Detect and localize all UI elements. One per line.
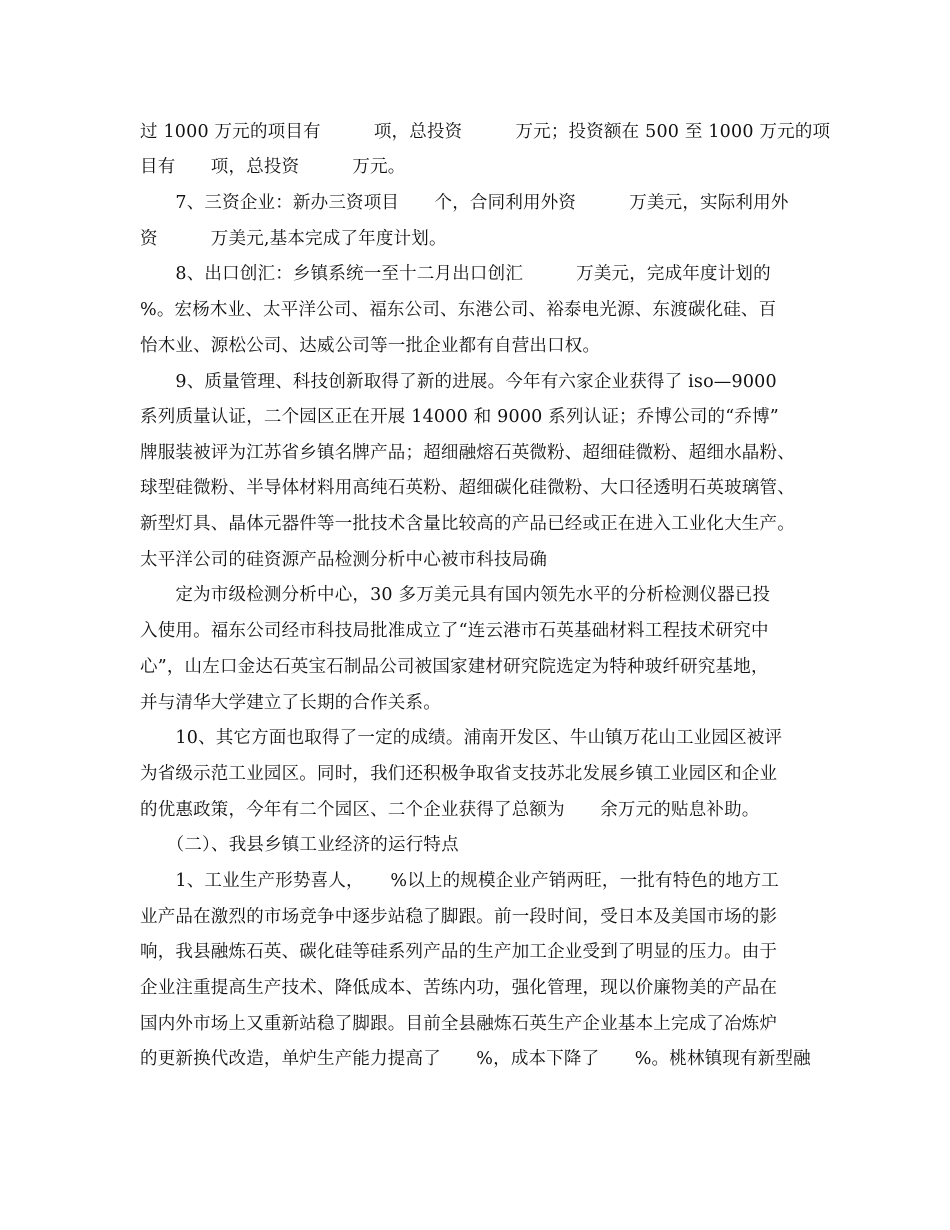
text-line: 心”，山左口金达石英宝石制品公司被国家建材研究院选定为特种玻纤研究基地，	[140, 657, 769, 677]
text-line: 过 1000 万元的项目有 项，总投资 万元；投资额在 500 至 1000 万元的项	[140, 122, 831, 142]
text-line: 球型硅微粉、半导体材料用高纯石英粉、超细碳化硅微粉、大口径透明石英玻璃管、	[140, 478, 795, 498]
text-line: 10、其它方面也取得了一定的成绩。浦南开发区、牛山镇万花山工业园区被评	[140, 728, 783, 748]
text-line: 国内外市场上又重新站稳了脚跟。目前全县融炼石英生产企业基本上完成了冶炼炉	[140, 1014, 778, 1034]
text-line: 7、三资企业：新办三资项目 个，合同利用外资 万美元，实际利用外	[140, 193, 789, 213]
text-line: 目有 项，总投资 万元。	[140, 157, 406, 177]
section-heading: （二）、我县乡镇工业经济的运行特点	[140, 835, 459, 855]
text-line: 业产品在激烈的市场竞争中逐步站稳了脚跟。前一段时间，受日本及美国市场的影	[140, 907, 778, 927]
text-line: 并与清华大学建立了长期的合作关系。	[140, 693, 441, 713]
text-line: 8、出口创汇：乡镇系统一至十二月出口创汇 万美元，完成年度计划的	[140, 264, 771, 284]
text-line: 太平洋公司的硅资源产品检测分析中心被市科技局确	[140, 550, 548, 570]
text-line: 入使用。福东公司经市科技局批准成立了“连云港市石英基础材料工程技术研究中	[140, 621, 769, 641]
text-line: 9、质量管理、科技创新取得了新的进展。今年有六家企业获得了 iso—9000	[140, 372, 777, 392]
text-line: 系列质量认证，二个园区正在开展 14000 和 9000 系列认证；乔博公司的“乔博”	[140, 407, 779, 427]
text-line: 企业注重提高生产技术、降低成本、苦练内功，强化管理，现以价廉物美的产品在	[140, 978, 778, 998]
text-line: 1、工业生产形势喜人， %以上的规模企业产销两旺，一批有特色的地方工	[140, 871, 779, 891]
text-line: 牌服装被评为江苏省乡镇名牌产品；超细融熔石英微粉、超细硅微粉、超细水晶粉、	[140, 443, 795, 463]
text-line: 新型灯具、晶体元器件等一批技术含量比较高的产品已经或正在进入工业化大生产。	[140, 514, 795, 534]
text-line: 的更新换代改造，单炉生产能力提高了 %，成本下降了 %。桃林镇现有新型融	[140, 1049, 811, 1069]
text-line: 的优惠政策，今年有二个园区、二个企业获得了总额为 余万元的贴息补助。	[140, 800, 760, 820]
text-line: 定为市级检测分析中心，30 多万美元具有国内领先水平的分析检测仪器已投	[140, 585, 771, 605]
text-line: 资 万美元,基本完成了年度计划。	[140, 229, 447, 249]
text-line: %。宏杨木业、太平洋公司、福东公司、东港公司、裕泰电光源、东渡碳化硅、百	[140, 300, 777, 320]
text-line: 为省级示范工业园区。同时，我们还积极争取省支技苏北发展乡镇工业园区和企业	[140, 764, 778, 784]
text-line: 怡木业、源松公司、达威公司等一批企业都有自营出口权。	[140, 336, 601, 356]
text-line: 响，我县融炼石英、碳化硅等硅系列产品的生产加工企业受到了明显的压力。由于	[140, 942, 778, 962]
